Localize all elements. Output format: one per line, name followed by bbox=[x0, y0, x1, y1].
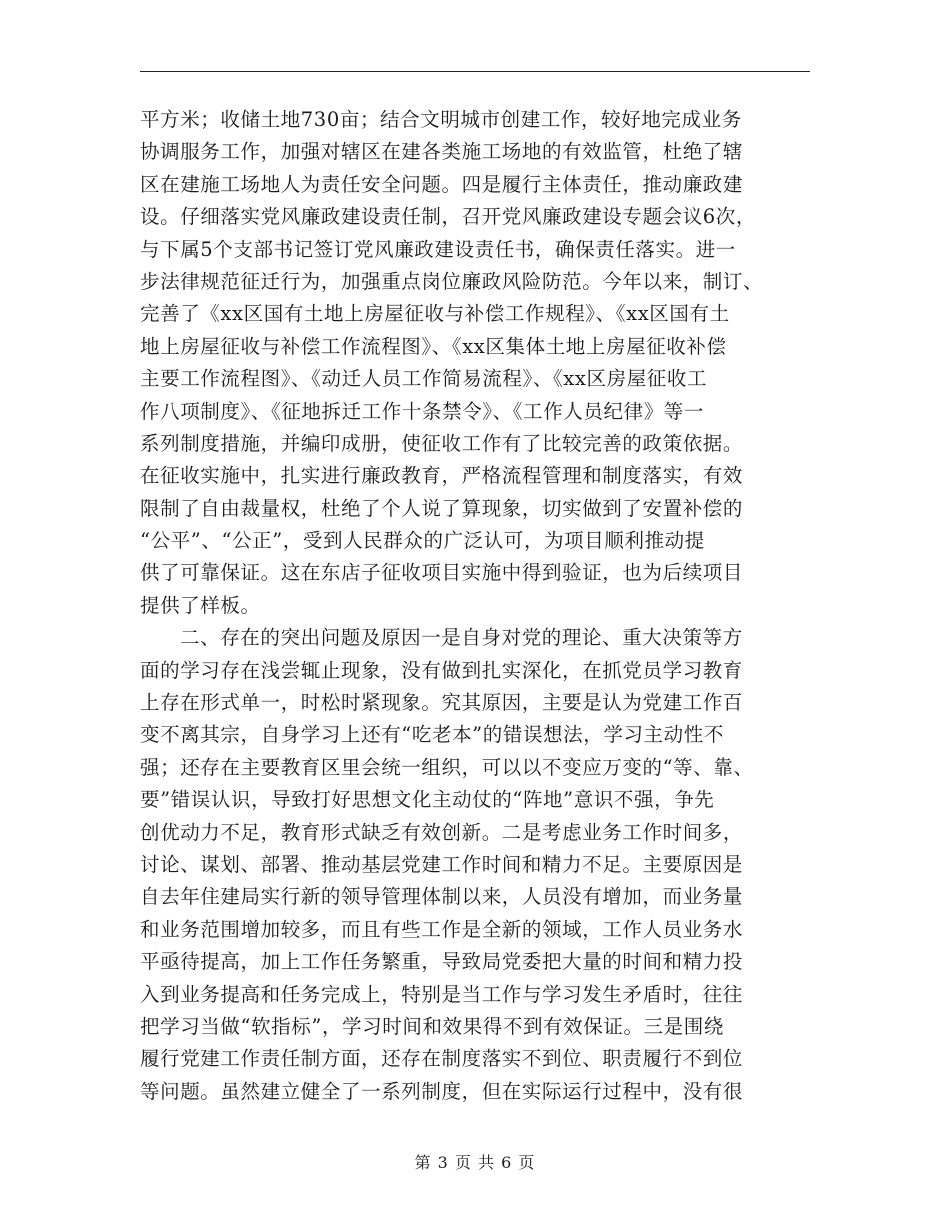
text-line: 自去年住建局实行新的领导管理体制以来，人员没有增加，而业务量 bbox=[140, 885, 744, 909]
text-line: 履行党建工作责任制方面，还存在制度落实不到位、职责履行不到位 bbox=[140, 1047, 744, 1071]
text-line: 完善了《xx区国有土地上房屋征收与补偿工作规程》、《xx区国有土 bbox=[140, 302, 730, 326]
text-line: 步法律规范征迁行为，加强重点岗位廉政风险防范。今年以来，制订、 bbox=[140, 269, 764, 293]
text-line: 限制了自由裁量权，杜绝了个人说了算现象，切实做到了安置补偿的 bbox=[140, 496, 744, 520]
text-line: 要”错误认识，导致打好思想文化主动仗的“阵地”意识不强，争先 bbox=[140, 788, 715, 812]
header-rule bbox=[140, 71, 810, 72]
text-line: 创优动力不足，教育形式缺乏有效创新。二是考虑业务工作时间多， bbox=[140, 820, 744, 844]
page-number-footer: 第 3 页 共 6 页 bbox=[414, 1153, 536, 1172]
text-line: 平方米；收储土地730亩；结合文明城市创建工作，较好地完成业务 bbox=[140, 108, 742, 131]
text-line: “公平”、“公正”，受到人民群众的广泛认可，为项目顺利推动提 bbox=[140, 529, 705, 553]
text-line: 主要工作流程图》、《动迁人员工作简易流程》、《xx区房屋征收工 bbox=[140, 367, 708, 391]
text-line: 提供了样板。 bbox=[140, 593, 261, 617]
text-line: 在征收实施中，扎实进行廉政教育，严格流程管理和制度落实，有效 bbox=[140, 464, 744, 488]
text-line: 平亟待提高，加上工作任务繁重，导致局党委把大量的时间和精力投 bbox=[140, 950, 744, 974]
text-line: 系列制度措施，并编印成册，使征收工作有了比较完善的政策依据。 bbox=[140, 431, 744, 455]
text-line: 供了可靠保证。这在东店子征收项目实施中得到验证，也为后续项目 bbox=[140, 561, 744, 585]
text-line: 变不离其宗，自身学习上还有“吃老本”的错误想法，学习主动性不 bbox=[140, 723, 724, 747]
text-line: 和业务范围增加较多，而且有些工作是全新的领域，工作人员业务水 bbox=[140, 917, 744, 941]
text-line: 地上房屋征收与补偿工作流程图》、《xx区集体土地上房屋征收补偿 bbox=[140, 334, 727, 358]
paragraph-start-line: 二、存在的突出问题及原因一是自身对党的理论、重大决策等方 bbox=[180, 626, 743, 650]
text-line: 与下属5个支部书记签订党风廉政建设责任书，确保责任落实。进一 bbox=[140, 237, 736, 261]
body-text bbox=[140, 104, 820, 1108]
text-line: 上存在形式单一，时松时紧现象。究其原因，主要是认为党建工作百 bbox=[140, 691, 744, 715]
text-line: 设。仔细落实党风廉政建设责任制，召开党风廉政建设专题会议6次， bbox=[140, 205, 757, 229]
text-line: 入到业务提高和任务完成上，特别是当工作与学习发生矛盾时，往往 bbox=[140, 982, 744, 1006]
text-line: 面的学习存在浅尝辄止现象，没有做到扎实深化，在抓党员学习教育 bbox=[140, 658, 744, 682]
text-line: 作八项制度》、《征地拆迁工作十条禁令》、《工作人员纪律》等一 bbox=[140, 399, 705, 423]
text-line: 区在建施工场地人为责任安全问题。四是履行主体责任，推动廉政建 bbox=[140, 172, 744, 196]
text-line: 强；还存在主要教育区里会统一组织，可以以不变应万变的“等、靠、 bbox=[140, 755, 754, 779]
text-line: 等问题。虽然建立健全了一系列制度，但在实际运行过程中，没有很 bbox=[140, 1079, 744, 1103]
text-line: 把学习当做“软指标”，学习时间和效果得不到有效保证。三是围绕 bbox=[140, 1014, 724, 1038]
text-line: 协调服务工作，加强对辖区在建各类施工场地的有效监管，杜绝了辖 bbox=[140, 140, 744, 164]
text-line: 讨论、谋划、部署、推动基层党建工作时间和精力不足。主要原因是 bbox=[140, 852, 744, 876]
